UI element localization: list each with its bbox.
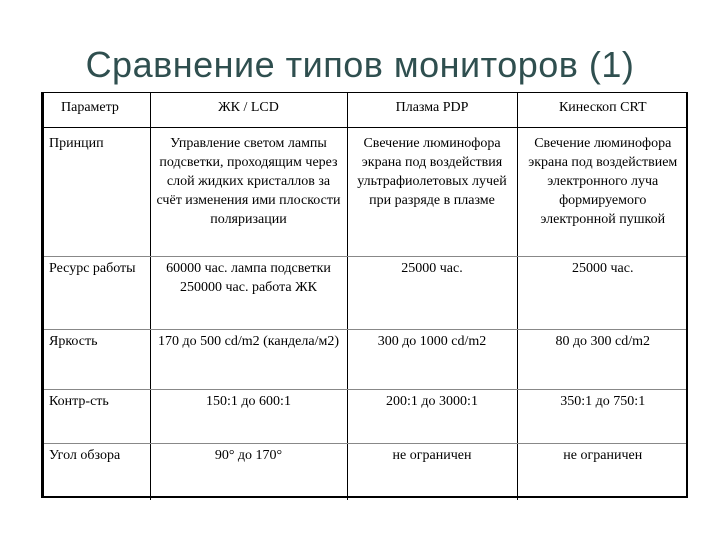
header-pdp: Плазма PDP	[347, 92, 517, 132]
cell-crt: Свечение люминофора экрана под воздействием электронного луча формируемого электронной пушкой	[517, 132, 688, 256]
cell-lcd: 90° до 170°	[150, 443, 347, 500]
row-param: Яркость	[41, 329, 150, 389]
cell-pdp: 300 до 1000 cd/m2	[347, 329, 517, 389]
table-row	[41, 329, 688, 389]
table-frame-left	[41, 92, 44, 498]
cell-lcd: 60000 час. лампа подсветки 250000 час. работа ЖК	[150, 256, 347, 329]
row-param: Принцип	[41, 132, 150, 256]
table-header-row	[41, 92, 688, 132]
bottom-divider-mark	[150, 496, 245, 498]
cell-crt: не ограничен	[563, 447, 643, 463]
cell-pdp: 25000 час.	[347, 256, 517, 329]
table-frame-bottom	[41, 496, 688, 498]
cell-lcd: 150:1 до 600:1	[150, 389, 347, 443]
table-frame-top	[41, 92, 688, 93]
table-row	[41, 389, 688, 443]
table-row	[41, 443, 688, 500]
cell-pdp: Свечение люминофора экрана под воздействия ультрафиолетовых лучей при разряде в плазме	[347, 132, 517, 256]
header-lcd: ЖК / LCD	[150, 92, 347, 132]
header-parameter: Параметр	[41, 92, 150, 132]
cell-crt: 25000 час.	[517, 256, 688, 329]
comparison-table	[41, 92, 688, 500]
cell-pdp: не ограничен	[347, 443, 517, 500]
cell-lcd: Управление светом лампы подсветки, проходящим через слой жидких кристаллов за счёт изменения ими плоскости поляризации	[150, 132, 347, 256]
row-param: Ресурс работы	[41, 256, 150, 329]
table-row	[41, 132, 688, 256]
slide-title: Сравнение типов мониторов (1)	[85, 44, 635, 85]
header-separator	[41, 127, 688, 128]
cell-crt: 350:1 до 750:1	[517, 389, 688, 443]
cell-crt: 80 до 300 cd/m2	[517, 329, 688, 389]
row-param: Угол обзора	[41, 443, 150, 500]
table-row	[41, 256, 688, 329]
table-frame-right	[686, 92, 688, 498]
header-crt: Кинескоп CRT	[558, 100, 647, 115]
cell-lcd: 170 до 500 cd/m2 (кандела/м2)	[150, 329, 347, 389]
cell-pdp: 200:1 до 3000:1	[347, 389, 517, 443]
row-param: Контр-сть	[41, 389, 150, 443]
